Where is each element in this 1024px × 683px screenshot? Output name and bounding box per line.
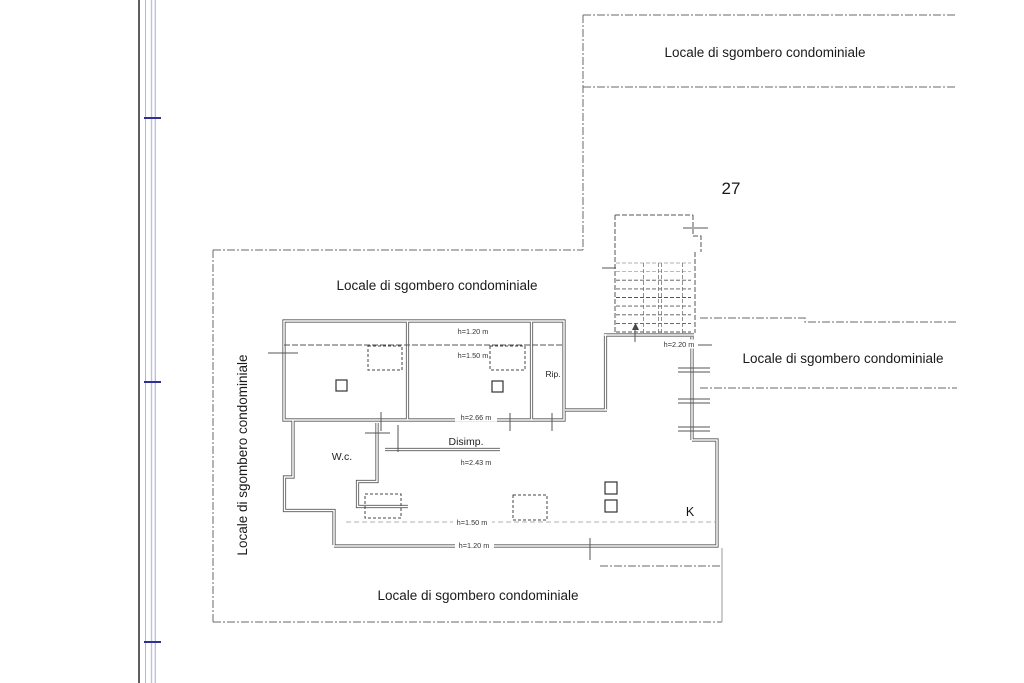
roof-opening <box>368 346 402 370</box>
common-area-boundaries <box>213 15 957 622</box>
label-room-wc: W.c. <box>331 451 353 463</box>
roof-opening <box>513 495 547 520</box>
stair-treads-upper <box>616 263 691 272</box>
label-storage-bottom: Locale di sgombero condominiale <box>377 588 579 603</box>
label-room-hallway: Disimp. <box>448 436 484 448</box>
staircase <box>615 215 701 333</box>
annotation-h150-upper: h=1.50 m <box>457 351 489 360</box>
annotation-h150-lower: h=1.50 m <box>456 518 488 527</box>
pillar <box>336 380 347 391</box>
annotation-h243: h=2.43 m <box>460 458 492 467</box>
pillar <box>492 381 503 392</box>
stair-treads <box>616 280 691 332</box>
pillar <box>605 482 617 494</box>
boundary-dashed-lines <box>213 15 957 622</box>
label-room-closet: Rip. <box>545 369 561 379</box>
margin-tick-marks <box>144 118 161 642</box>
label-unit-number: 27 <box>721 179 741 198</box>
label-storage-right: Locale di sgombero condominiale <box>742 351 944 366</box>
stair-flight-dividers <box>644 263 683 333</box>
label-room-kitchen: K <box>685 505 695 519</box>
label-storage-main: Locale di sgombero condominiale <box>336 278 538 293</box>
labels <box>235 45 944 603</box>
annotation-chips <box>453 340 698 550</box>
annotation-h266: h=2.66 m <box>460 413 492 422</box>
label-storage-left: Locale di sgombero condominiale <box>235 354 250 556</box>
label-storage-top: Locale di sgombero condominiale <box>664 45 866 60</box>
height-limit-lines <box>284 345 716 522</box>
roof-opening <box>490 346 525 370</box>
sheet-margin-rules <box>139 0 161 683</box>
stair-outline <box>615 215 701 333</box>
pillar <box>605 500 617 512</box>
annotation-h120-lower: h=1.20 m <box>458 541 490 550</box>
annotation-h220: h=2.20 m <box>663 340 695 349</box>
annotation-h120-upper: h=1.20 m <box>457 327 489 336</box>
wall-outline <box>284 321 717 546</box>
